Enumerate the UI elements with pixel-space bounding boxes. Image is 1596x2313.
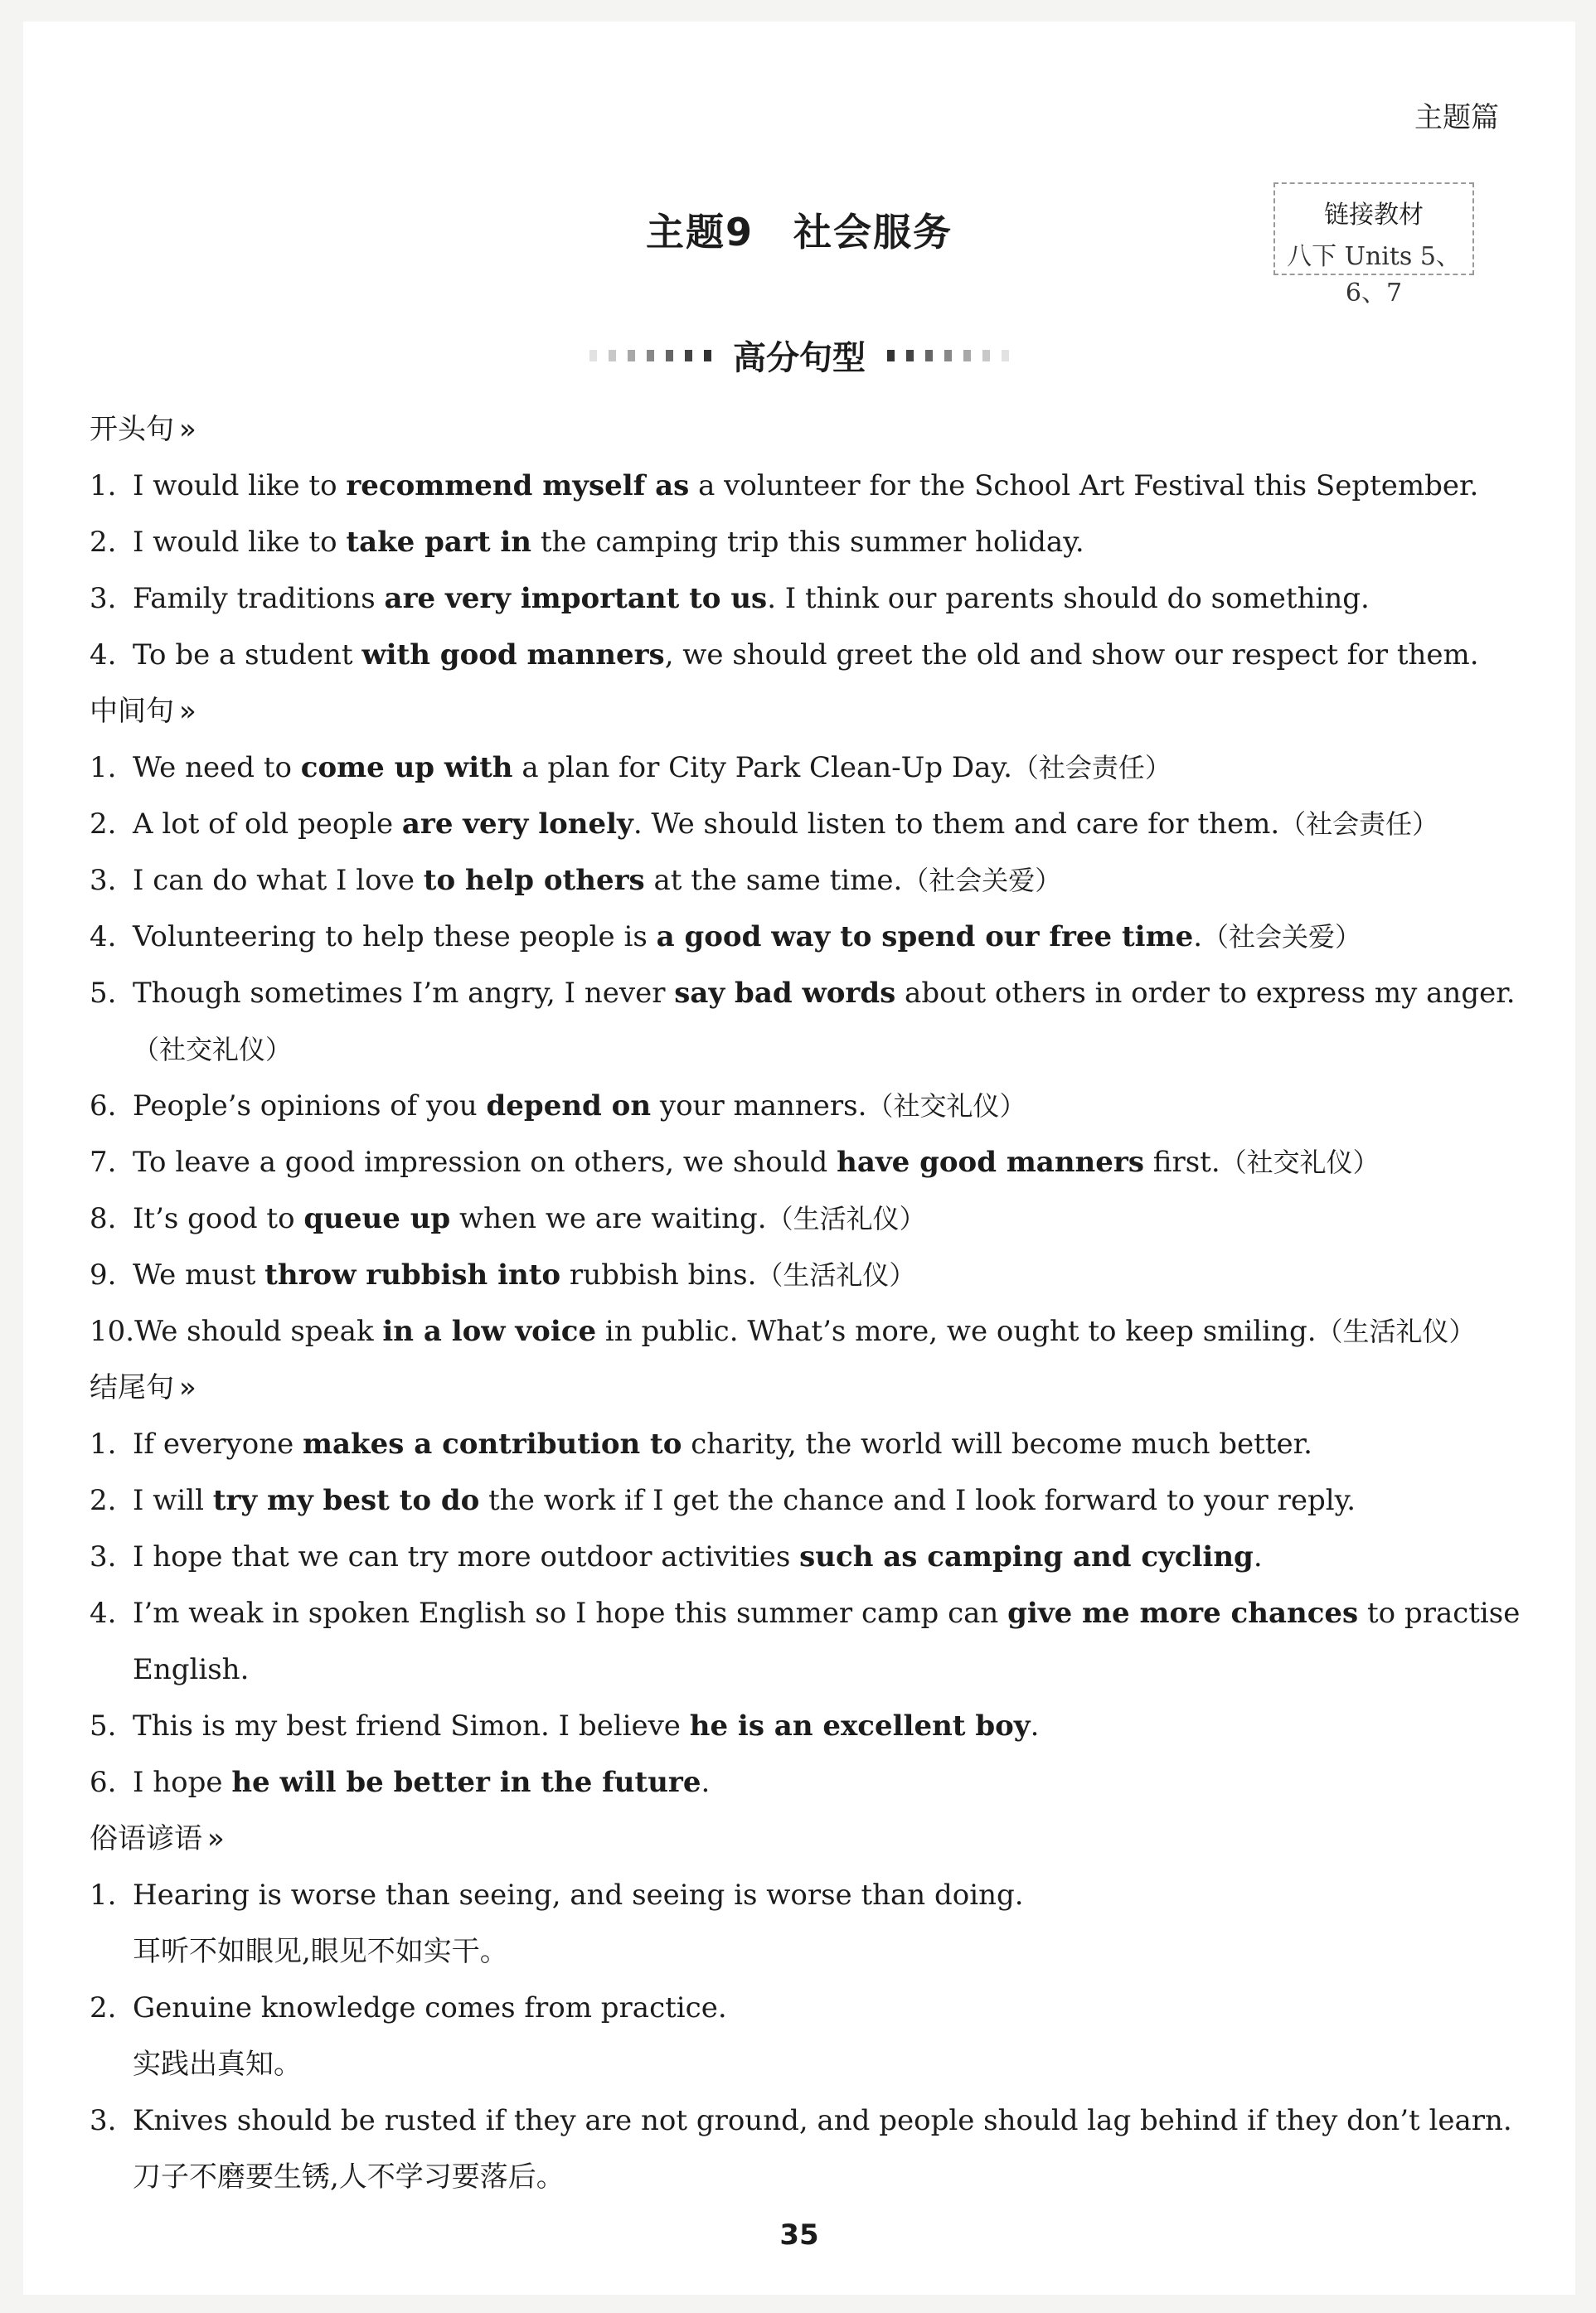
ending-heading: 结尾句 » [90, 1371, 196, 1404]
list-item: 3. I hope that we can try more outdoor activities such as camping and cycling. [90, 1540, 1263, 1574]
list-item: 2. I will try my best to do the work if I get the chance and I look forward to your reply. [90, 1484, 1356, 1517]
page-number: 35 [779, 2218, 819, 2252]
proverb-item: 2. Genuine knowledge comes from practice. [90, 1991, 727, 2024]
list-item: 9. We must throw rubbish into rubbish bins.（生活礼仪） [90, 1258, 916, 1292]
section-banner [23, 332, 1575, 379]
content [90, 401, 1532, 2205]
banner-title: 高分句型 [733, 339, 866, 377]
middle-heading: 中间句 » [90, 695, 196, 728]
proverb-item: 1. Hearing is worse than seeing, and seeing is worse than doing. [90, 1879, 1024, 1912]
list-item: 1. I would like to recommend myself as a volunteer for the School Art Festival this September. [90, 469, 1479, 502]
link-box-units: 八下 Units 5、6、7 [1287, 242, 1461, 308]
list-item: 3. I can do what I love to help others at the same time.（社会关爱） [90, 864, 1062, 897]
page-title: 主题9 社会服务 [645, 210, 953, 255]
list-item: 7. To leave a good impression on others, we should have good manners first.（社交礼仪） [90, 1146, 1380, 1179]
list-item: 1. We need to come up with a plan for City Park Clean-Up Day.（社会责任） [90, 751, 1172, 784]
list-item: 2. A lot of old people are very lonely. We should listen to them and care for them.（社会责任） [90, 807, 1439, 841]
chevron-icon: » [207, 1822, 225, 1855]
link-box-title: 链接教材 [1324, 201, 1424, 230]
banner-dots-left [589, 350, 711, 361]
list-item-continuation: English. [133, 1653, 250, 1686]
chevron-icon: » [179, 1371, 196, 1404]
proverb-item: 3. Knives should be rusted if they are not ground, and people should lag behind if they don’t learn. [90, 2104, 1512, 2137]
proverb-translation: 耳听不如眼见,眼见不如实干。 [133, 1935, 508, 1968]
opening-heading: 开头句 » [90, 413, 196, 446]
list-item: 4. Volunteering to help these people is a good way to spend our free time.（社会关爱） [90, 920, 1362, 953]
proverbs-heading: 俗语谚语 » [90, 1822, 225, 1855]
list-item: 10. We should speak in a low voice in public. What’s more, we ought to keep smiling.（生活礼仪） [90, 1315, 1476, 1348]
list-item: 2. I would like to take part in the camping trip this summer holiday. [90, 526, 1084, 559]
list-item: 4. I’m weak in spoken English so I hope this summer camp can give me more chances to practise [90, 1597, 1521, 1630]
page [23, 22, 1575, 2295]
list-item: 3. Family traditions are very important to us. I think our parents should do something. [90, 582, 1370, 615]
proverb-translation: 实践出真知。 [133, 2048, 302, 2081]
list-item: 8. It’s good to queue up when we are waiting.（生活礼仪） [90, 1202, 926, 1235]
chevron-icon: » [179, 695, 196, 728]
list-item: 6. People’s opinions of you depend on your manners.（社交礼仪） [90, 1089, 1026, 1123]
textbook-link-box [1273, 182, 1474, 308]
list-item-continuation: （社交礼仪） [133, 1034, 293, 1065]
list-item: 6. I hope he will be better in the future. [90, 1766, 711, 1799]
list-item: 5. This is my best friend Simon. I believe he is an excellent boy. [90, 1709, 1040, 1743]
list-item: 4. To be a student with good manners, we should greet the old and show our respect for them. [90, 638, 1479, 672]
list-item: 1. If everyone makes a contribution to charity, the world will become much better. [90, 1428, 1312, 1461]
section-tag: 主题篇 [1414, 101, 1499, 134]
chevron-icon: » [179, 413, 196, 446]
list-item: 5. Though sometimes I’m angry, I never say bad words about others in order to express my anger. [90, 977, 1516, 1010]
banner-dots-right [887, 350, 1009, 361]
proverb-translation: 刀子不磨要生锈,人不学习要落后。 [133, 2160, 565, 2194]
